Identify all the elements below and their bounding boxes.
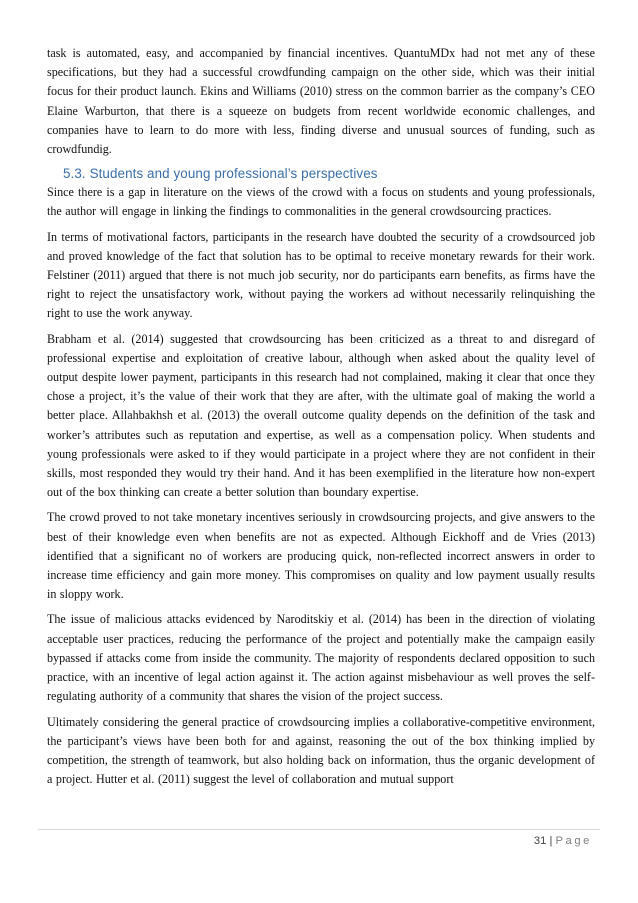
paragraph-collaboration: Ultimately considering the general practice of crowdsourcing implies a collaborative-competitive environment, the participant’s views have been both for and against, reasoning the out of the box thinking implied by competition, the strength of teamwork, but also holding back on information, thus the organic development of a project. Hutter et al. (2011) suggest the level of collaboration and mutual support: [47, 714, 595, 787]
footer-divider: [38, 829, 600, 830]
page-number-footer: [534, 835, 592, 847]
paragraph-continued: task is automated, easy, and accompanied by financial incentives. QuantuMDx had not met any of these specifications, but they had a successful crowdfunding campaign on the other side, which was their initial focus for their product launch. Ekins and Williams (2010) stress on the common barrier as the company’s CEO Elaine Warburton, that there is a squeeze on budgets from recent worldwide economic challenges, and companies have to learn to do more with less, finding diverse and unusual sources of funding, such as crowdfundig.: [47, 46, 595, 157]
paragraph-motivation: In terms of motivational factors, participants in the research have doubted the security of a crowdsourced job and proved knowledge of the fact that solution has to be optimal to receive monetary rewards for their work. Felstiner (2011) argued that there is not much job security, nor do participants earn benefits, as firms have the right to reject the unsatisfactory work, without paying the workers ad without necessarily relinquishing the right to use the work anyway.: [47, 229, 595, 321]
page-number: 31: [533, 835, 547, 847]
paragraph-quality: Brabham et al. (2014) suggested that crowdsourcing has been criticized as a threat to and disregard of professional expertise and exploitation of creative labour, although when asked about the quality level of output despite lower payment, participants in this research had not complained, making it clear that once they chose a project, it’s the value of their work that they are after, with the ultimate goal of making the world a better place. Allahbakhsh et al. (2013) the overall outcome quality depends on the definition of the task and worker’s attributes such as reputation and expertise, as well as a compensation policy. When students and young professionals were asked to if they would participate in a project where they are not confident in their skills, most responded they would try their hand. And it has been exemplified in the literature how non-expert out of the box thinking can create a better solution than boundary expertise.: [47, 331, 595, 500]
paragraph-intro: Since there is a gap in literature on the views of the crowd with a focus on students and young professionals, the author will engage in linking the findings to commonalities in the general crowdsourcing practices.: [47, 185, 595, 219]
paragraph-incentives: The crowd proved to not take monetary incentives seriously in crowdsourcing projects, and give answers to the best of their knowledge even when benefits are not as expected. Although Eickhoff and de Vries (2013) identified that a significant no of workers are producing quick, non-reflected incorrect answers in order to increase time efficiency and gain more money. This compromises on quality and low payment usually results in sloppy work.: [47, 510, 595, 602]
section-heading: [47, 165, 595, 183]
section-title: Students and young professional’s perspectives: [89, 166, 378, 182]
page-number-separator: |: [549, 835, 553, 847]
page-label: Page: [555, 835, 592, 847]
page-body: [47, 44, 595, 795]
section-number: 5.3.: [63, 166, 86, 182]
paragraph-malicious-attacks: The issue of malicious attacks evidenced by Naroditskiy et al. (2014) has been in the direction of violating acceptable user practices, reducing the performance of the project and potentially make the campaign easily bypassed if attacks come from inside the community. The majority of respondents declared opposition to such practice, with an incentive of legal action against it. The action against misbehaviour as well proves the self-regulating authority of a community that shares the vision of the project success.: [47, 612, 595, 704]
